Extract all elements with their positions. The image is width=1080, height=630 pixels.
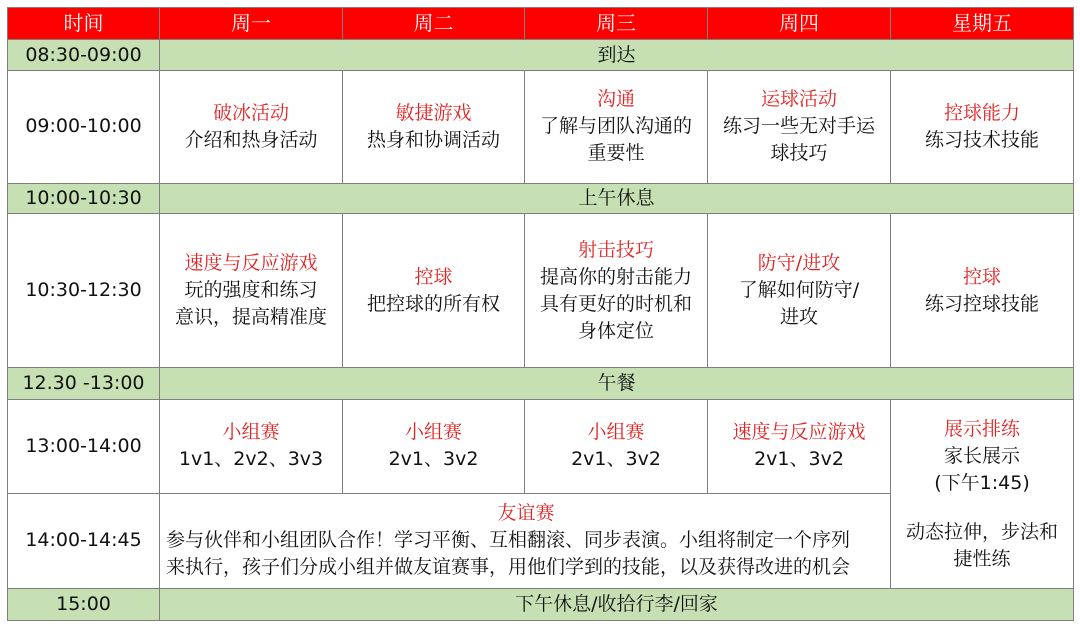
header-friday: 星期五	[891, 8, 1074, 40]
activity-desc: 家长展示	[943, 444, 1020, 467]
arrival-row	[8, 40, 1074, 70]
activity-desc: (下午1:45)	[934, 471, 1030, 494]
activity-title: 控球	[962, 265, 1001, 288]
session-row-1	[8, 70, 1074, 183]
activity-title: 射击技巧	[577, 238, 654, 261]
activity-desc: 来执行，孩子们分成小组并做友谊赛事，用他们学到的技能，以及获得改进的机会	[166, 556, 851, 579]
header-thursday: 周四	[708, 8, 891, 40]
activity-cell	[525, 70, 708, 183]
activity-title: 控球能力	[943, 101, 1020, 124]
activity-desc: 练习一些无对手运	[722, 115, 875, 138]
activity-cell	[708, 214, 891, 368]
activity-cell	[891, 70, 1074, 183]
time-cell: 09:00-10:00	[8, 70, 160, 183]
time-cell: 14:00-14:45	[8, 493, 160, 588]
end-row	[8, 588, 1074, 620]
activity-desc: 2v1、3v2	[754, 448, 844, 471]
activity-title: 控球	[414, 265, 453, 288]
activity-desc: 把控球的所有权	[366, 292, 500, 315]
activity-cell	[160, 70, 343, 183]
header-monday: 周一	[160, 8, 343, 40]
activity-title: 速度与反应游戏	[184, 252, 318, 275]
header-tuesday: 周二	[343, 8, 525, 40]
activity-desc: 练习控球技能	[924, 292, 1039, 315]
activity-title: 速度与反应游戏	[732, 421, 866, 444]
activity-desc: 重要性	[587, 142, 645, 165]
session-row-3	[8, 400, 1074, 493]
break-row	[8, 183, 1074, 213]
activity-title: 沟通	[596, 88, 635, 111]
activity-cell	[525, 214, 708, 368]
activity-cell	[160, 400, 343, 493]
activity-desc: 练习技术技能	[924, 128, 1039, 151]
header-row	[8, 8, 1074, 40]
time-cell: 10:00-10:30	[8, 183, 160, 213]
activity-desc: 玩的强度和练习	[184, 279, 318, 302]
activity-title: 敏捷游戏	[395, 101, 472, 124]
arrival-band: 到达	[160, 40, 1074, 70]
spacer	[895, 497, 1069, 519]
activity-desc: 捷性练	[953, 547, 1011, 570]
activity-desc: 提高你的射击能力	[539, 265, 692, 288]
time-cell: 08:30-09:00	[8, 40, 160, 70]
header-wednesday: 周三	[525, 8, 708, 40]
activity-title: 小组赛	[404, 421, 462, 444]
activity-desc: 2v1、3v2	[571, 448, 661, 471]
activity-title: 小组赛	[222, 421, 280, 444]
activity-cell	[708, 70, 891, 183]
activity-desc: 意识，提高精准度	[174, 306, 327, 329]
break-band: 上午休息	[160, 183, 1074, 213]
lunch-row	[8, 368, 1074, 400]
time-cell: 12.30 -13:00	[8, 368, 160, 400]
activity-desc: 热身和协调活动	[366, 128, 500, 151]
activity-desc: 了解如何防守/	[738, 279, 860, 302]
activity-cell	[343, 400, 525, 493]
activity-desc: 具有更好的时机和	[539, 292, 692, 315]
schedule-table	[7, 7, 1074, 621]
activity-desc: 进攻	[779, 306, 818, 329]
activity-cell	[343, 214, 525, 368]
time-cell: 13:00-14:00	[8, 400, 160, 493]
activity-desc: 参与伙伴和小组团队合作！学习平衡、互相翻滚、同步表演。小组将制定一个序列	[166, 529, 851, 552]
activity-desc: 介绍和热身活动	[184, 128, 318, 151]
header-time: 时间	[8, 8, 160, 40]
activity-desc: 1v1、2v2、3v3	[178, 448, 324, 471]
activity-desc: 球技巧	[770, 142, 828, 165]
activity-cell	[891, 214, 1074, 368]
end-band: 下午休息/收拾行李/回家	[160, 588, 1074, 620]
activity-desc: 身体定位	[577, 319, 654, 342]
activity-title: 运球活动	[760, 88, 837, 111]
friendly-match-cell	[160, 493, 891, 588]
time-cell: 15:00	[8, 588, 160, 620]
activity-desc: 2v1、3v2	[388, 448, 479, 471]
activity-title: 破冰活动	[212, 101, 289, 124]
activity-desc: 了解与团队沟通的	[539, 115, 692, 138]
activity-cell	[525, 400, 708, 493]
time-cell: 10:30-12:30	[8, 214, 160, 368]
session-row-2	[8, 214, 1074, 368]
lunch-band: 午餐	[160, 368, 1074, 400]
activity-title: 小组赛	[587, 421, 645, 444]
activity-title: 展示排练	[943, 417, 1020, 440]
activity-cell	[160, 214, 343, 368]
activity-desc: 动态拉伸，步法和	[905, 520, 1058, 543]
activity-title: 防守/进攻	[757, 252, 841, 275]
activity-title: 友谊赛	[497, 502, 555, 525]
activity-cell	[343, 70, 525, 183]
friday-showcase-cell	[891, 400, 1074, 588]
activity-cell	[708, 400, 891, 493]
